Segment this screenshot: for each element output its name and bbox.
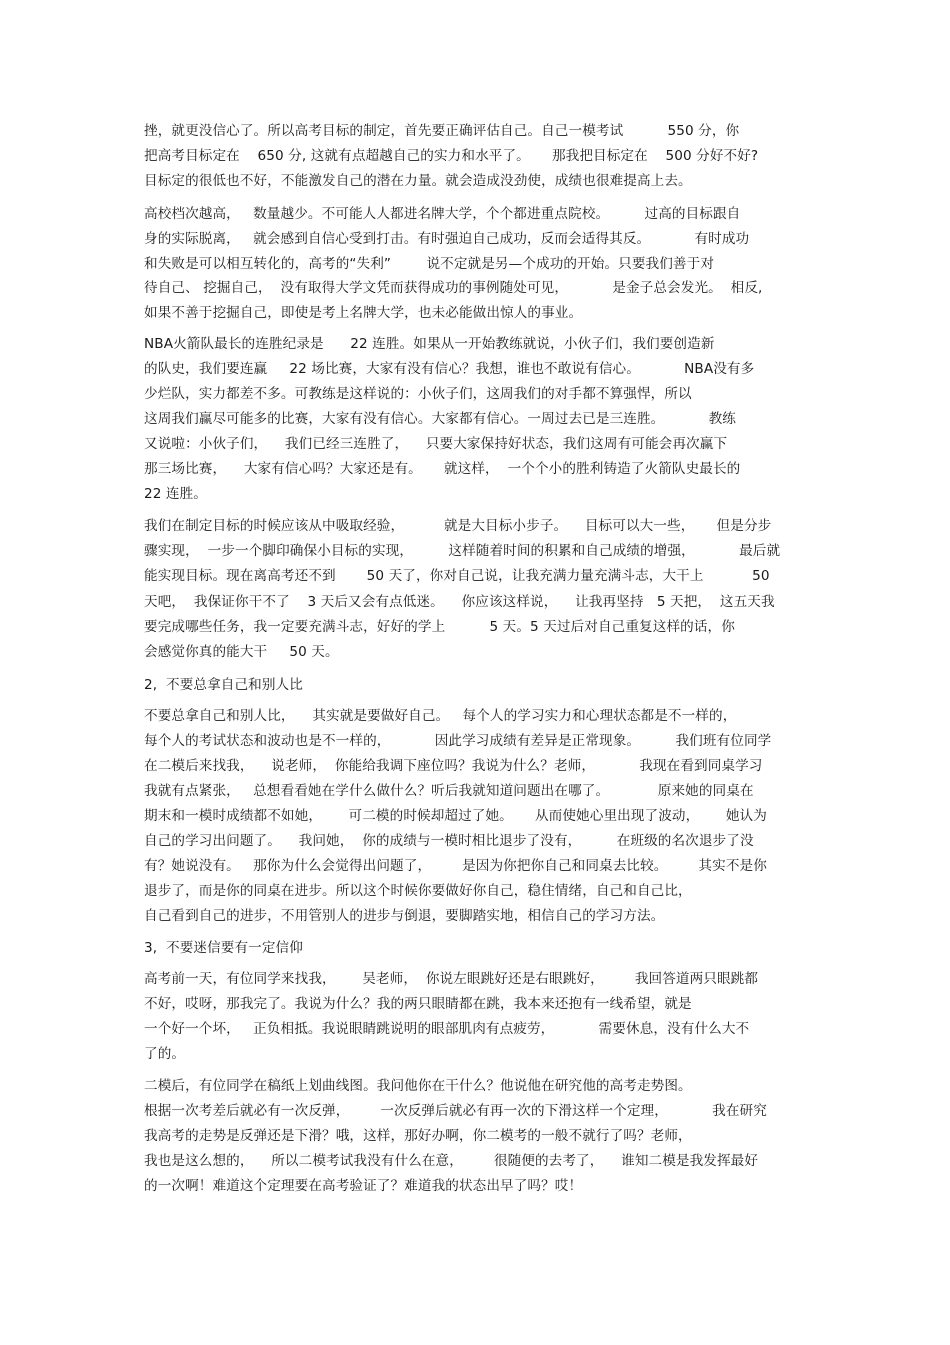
text-line: 这周我们赢尽可能多的比赛，大家有没有信心。大家都有信心。一周过去已是三连胜。 教练 — [144, 411, 736, 427]
text-line: 在二模后来找我， 说老师， 你能给我调下座位吗？我说为什么？老师， 我现在看到同桌学习 — [144, 758, 763, 774]
text-line: 天吧， 我保证你干不了 3 天后又会有点低迷。 你应该这样说， 让我再坚持 5 天把， 这五天我 — [144, 594, 775, 610]
text-line: 的队史，我们要连赢 22 场比赛，大家有没有信心？我想，谁也不敢说有信心。 NBA没有多 — [144, 361, 755, 377]
text-line: 目标定的很低也不好，不能激发自己的潜在力量。就会造成没劲使，成绩也很难提高上去。 — [144, 173, 692, 189]
text-line: 一个好一个坏， 正负相抵。我说眼睛跳说明的眼部肌肉有点疲劳， 需要休息，没有什么大不 — [144, 1021, 750, 1037]
text-line: 的一次啊！难道这个定理要在高考验证了？难道我的状态出早了吗？哎！ — [144, 1178, 583, 1194]
text-line: 会感觉你真的能大干 50 天。 — [144, 644, 339, 660]
text-line: 能实现目标。现在离高考还不到 50 天了，你对自己说，让我充满力量充满斗志，大干上 50 — [144, 568, 770, 584]
text-line: 我也是这么想的， 所以二模考试我没有什么在意， 很随便的去考了， 谁知二模是我发挥最好 — [144, 1153, 759, 1169]
text-line: 期末和一模时成绩都不如她， 可二模的时候却超过了她。 从而使她心里出现了波动， 她认为 — [144, 808, 767, 824]
text-line: 自己的学习出问题了。 我问她， 你的成绩与一模时相比退步了没有， 在班级的名次退步了没 — [144, 833, 754, 849]
text-line: 高校档次越高， 数量越少。不可能人人都进名牌大学，个个都进重点院校。 过高的目标跟自 — [144, 206, 741, 222]
text-line: 要完成哪些任务，我一定要充满斗志，好好的学上 5 天。5 天过后对自己重复这样的话，你 — [144, 619, 735, 635]
text-line: 有？她说没有。 那你为什么会觉得出问题了， 是因为你把你自己和同桌去比较。 其实不是你 — [144, 858, 767, 874]
text-line: 待自己、 挖掘自己， 没有取得大学文凭而获得成功的事例随处可见， 是金子总会发光。 相反, — [144, 280, 763, 296]
text-line: 那三场比赛， 大家有信心吗？大家还是有。 就这样， 一个个小的胜利铸造了火箭队史最长的 — [144, 461, 741, 477]
text-line: 根据一次考差后就必有一次反弹， 一次反弹后就必有再一次的下滑这样一个定理， 我在研究 — [144, 1103, 767, 1119]
text-line: 和失败是可以相互转化的，高考的“失利” 说不定就是另—个成功的开始。只要我们善于对 — [144, 256, 715, 272]
text-line: NBA火箭队最长的连胜纪录是 22 连胜。如果从一开始教练就说，小伙子们，我们要创造新 — [144, 336, 715, 352]
text-line: 二模后，有位同学在稿纸上划曲线图。我问他你在干什么？他说他在研究他的高考走势图。 — [144, 1078, 692, 1094]
text-line: 骤实现， 一步一个脚印确保小目标的实现， 这样随着时间的积累和自己成绩的增强， 最后就 — [144, 543, 781, 559]
text-line: 了的。 — [144, 1046, 186, 1062]
text-line: 不好，哎呀，那我完了。我说为什么？我的两只眼睛都在跳，我本来还抱有一线希望，就是 — [144, 996, 692, 1012]
text-line: 我们在制定目标的时候应该从中吸取经验， 就是大目标小步子。 目标可以大一些， 但是分步 — [144, 518, 772, 534]
text-line: 自己看到自己的进步，不用管别人的进步与倒退，要脚踏实地，相信自己的学习方法。 — [144, 908, 665, 924]
text-line: 把高考目标定在 650 分, 这就有点超越自己的实力和水平了。 那我把目标定在 500 分好不好? — [144, 148, 759, 164]
text-line: 退步了，而是你的同桌在进步。所以这个时候你要做好你自己，稳住情绪，自己和自己比， — [144, 883, 692, 899]
text-line: 身的实际脱离， 就会感到自信心受到打击。有时强迫自己成功，反而会适得其反。 有时成功 — [144, 231, 750, 247]
text-line: 如果不善于挖掘自己，即使是考上名牌大学，也未必能做出惊人的事业。 — [144, 305, 583, 321]
text-line: 我高考的走势是反弹还是下滑？哦，这样，那好办啊，你二模考的一般不就行了吗？老师， — [144, 1128, 692, 1144]
section-heading: 3, 不要迷信要有一定信仰 — [144, 940, 303, 956]
text-line: 22 连胜。 — [144, 486, 207, 502]
text-line: 我就有点紧张， 总想看看她在学什么做什么？听后我就知道问题出在哪了。 原来她的同桌在 — [144, 783, 754, 799]
text-line: 挫，就更没信心了。所以高考目标的制定，首先要正确评估自己。自己一模考试 550 分，你 — [144, 123, 740, 139]
text-line: 每个人的考试状态和波动也是不一样的， 因此学习成绩有差异是正常现象。 我们班有位同学 — [144, 733, 772, 749]
text-line: 少烂队，实力都差不多。可教练是这样说的：小伙子们，这周我们的对手都不算强悍，所以 — [144, 386, 692, 402]
section-heading: 2, 不要总拿自己和别人比 — [144, 677, 303, 693]
text-line: 又说啦：小伙子们， 我们已经三连胜了， 只要大家保持好状态，我们这周有可能会再次赢下 — [144, 436, 728, 452]
text-line: 不要总拿自己和别人比， 其实就是要做好自己。 每个人的学习实力和心理状态都是不一样的， — [144, 708, 737, 724]
text-line: 高考前一天，有位同学来找我， 吴老师， 你说左眼跳好还是右眼跳好， 我回答道两只眼跳都 — [144, 971, 759, 987]
